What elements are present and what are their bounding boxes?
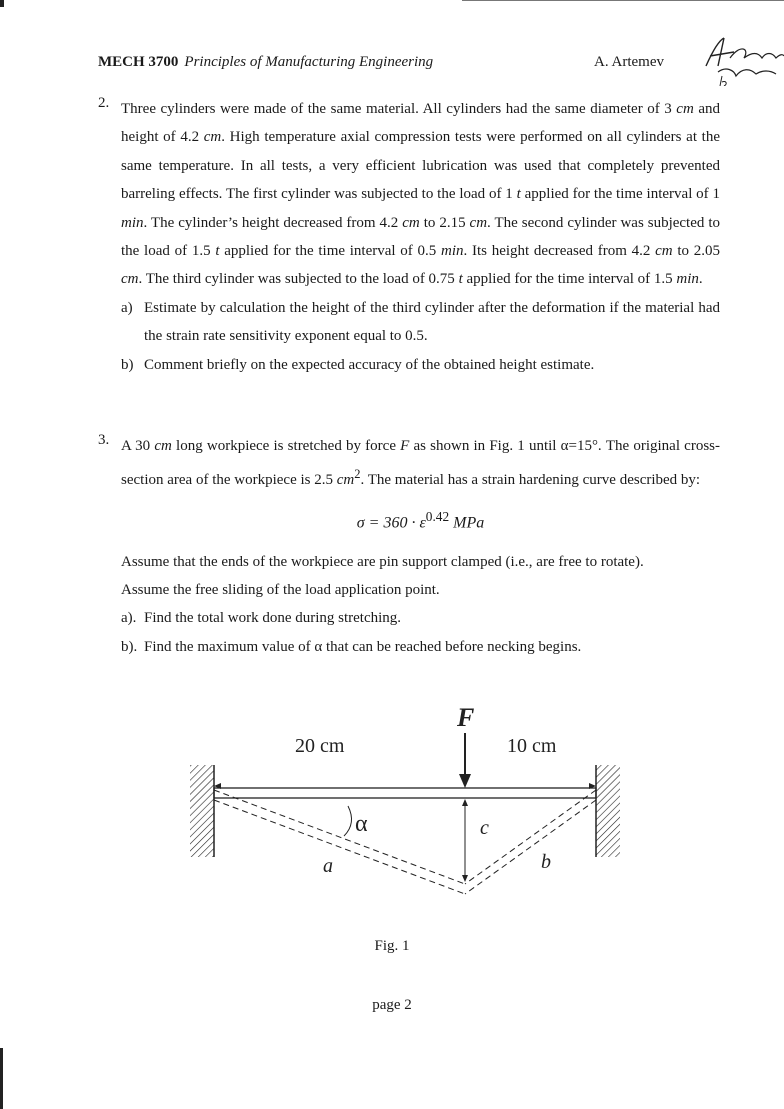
assumption-1: Assume that the ends of the workpiece are pin support clamped (i.e., are free to rotate). — [121, 553, 644, 570]
problem-statement: A 30 cm long workpiece is stretched by force F as shown in Fig. 1 until α=15°. The original cross-section area of the workpiece is 2.5 $cm^2$. The material has a strain hardening curve described by: — [121, 438, 720, 489]
right-wall-support — [596, 765, 620, 857]
handwritten-signature — [700, 36, 784, 86]
strain-hardening-formula: $\sigma = 360 \cdot \varepsilon^{0.42}$ MPa — [356, 508, 485, 532]
problem-3 — [98, 432, 720, 661]
right-length-label: 10 cm — [507, 735, 557, 757]
left-wall-support — [190, 765, 214, 857]
force-label: F — [457, 703, 475, 732]
subquestion-b: b). Find the maximum value of α that can be reached before necking begins. — [121, 638, 582, 655]
deformed-segment-a — [214, 790, 465, 884]
problem-2 — [98, 95, 720, 379]
label-a: a — [323, 855, 333, 877]
label-b: b — [541, 851, 551, 873]
course-code: MECH 3700 — [98, 54, 179, 70]
label-c: c — [480, 817, 489, 839]
subquestion-a: a). Find the total work done during stretching. — [121, 610, 402, 627]
page-number: page 2 — [372, 997, 412, 1013]
assumption-2: Assume the free sliding of the load application point. — [121, 581, 440, 598]
figure-1-diagram — [180, 698, 630, 908]
problem-number: 3. — [98, 432, 110, 448]
left-length-label: 20 cm — [295, 735, 345, 757]
workpiece-bar — [214, 788, 596, 798]
figure-caption: Fig. 1 — [374, 938, 410, 954]
subquestion-a: a) Estimate by calculation the height of the third cylinder after the deformation if the material had the strain rate sensitivity exponent equal to 0.5. — [121, 299, 720, 345]
author-name: A. Artemev — [594, 54, 664, 70]
scan-mark — [0, 1048, 3, 1109]
scan-edge-line — [462, 0, 784, 1]
page-header — [98, 54, 698, 71]
course-title: Principles of Manufacturing Engineering — [184, 54, 434, 70]
problem-number: 2. — [98, 95, 110, 111]
angle-alpha-label: α — [355, 811, 368, 837]
problem-statement: Three cylinders were made of the same material. All cylinders had the same diameter of 3 cm and height of 4.2 cm. High temperature axial compression tests were performed on all cylinders at the same temperature. In all tests, a very efficient lubrication was used that completely prevented barreling effects. The first cylinder was subjected to the load of 1 t applied for the time interval of 1 min. The cylinder’s height decreased from 4.2 cm to 2.15 cm. The second cylinder was subjected to the load of 1.5 t applied for the time interval of 0.5 min. Its height decreased from 4.2 cm to 2.05 cm. The third cylinder was subjected to the load of 0.75 t applied for the time interval of 1.5 min. — [121, 101, 721, 288]
angle-arc — [344, 806, 351, 836]
scan-mark — [0, 0, 4, 7]
subquestion-b: b) Comment briefly on the expected accuracy of the obtained height estimate. — [121, 356, 595, 373]
